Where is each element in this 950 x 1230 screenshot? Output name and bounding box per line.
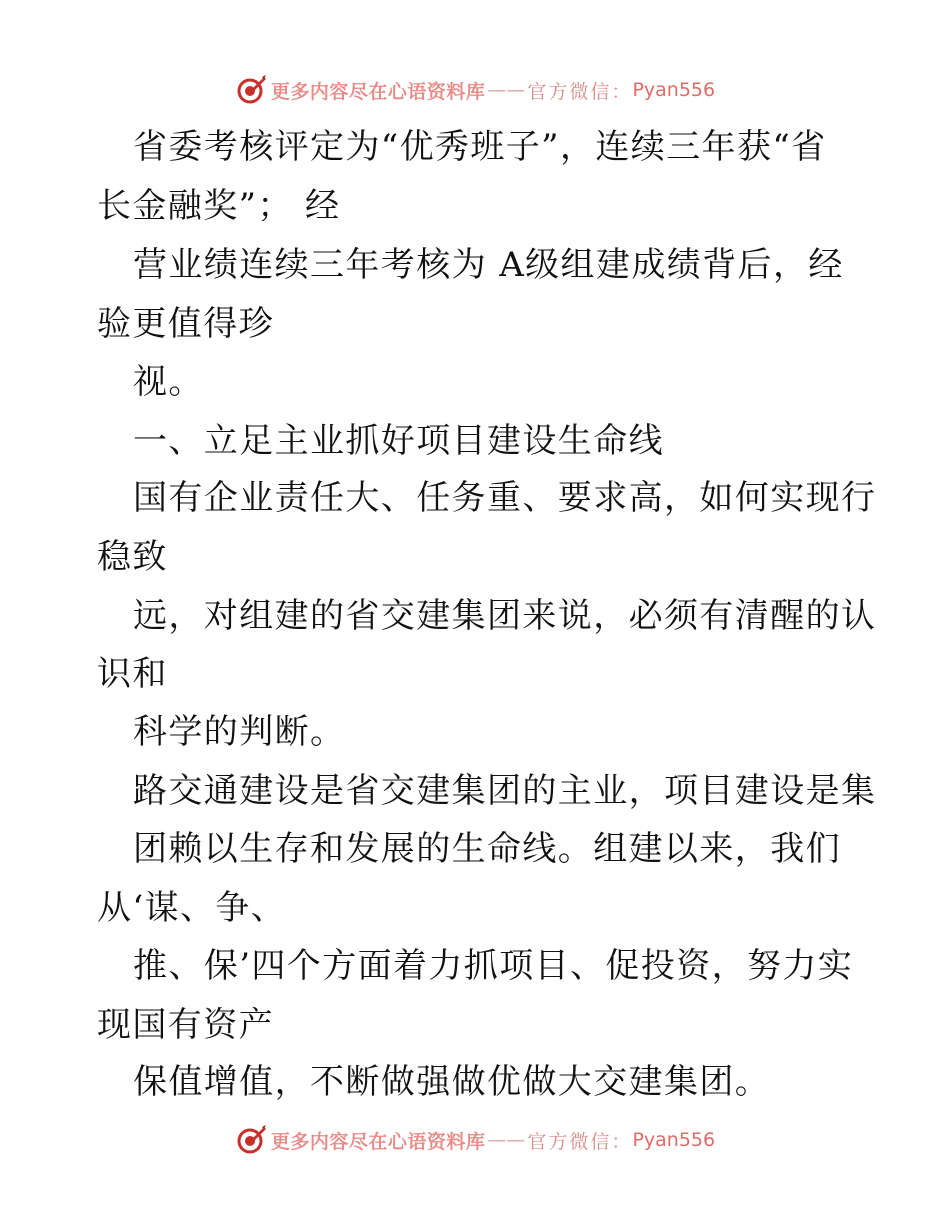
body-line: 科学的判断。	[133, 712, 346, 752]
body-line: 现国有资产	[97, 1005, 274, 1045]
banner-wechat-account: Pyan556	[632, 1129, 716, 1151]
section-heading: 一、立足主业抓好项目建设生命线	[133, 421, 664, 461]
body-line: 远，对组建的省交建集团来说，必须有清醒的认	[133, 596, 877, 636]
banner-wechat-account: Pyan556	[632, 79, 716, 101]
body-line: 推、保’四个方面着力抓项目、促投资，努力实	[133, 946, 854, 986]
banner-slogan: 更多内容尽在心语资料库	[270, 80, 486, 103]
banner-separator: ——	[487, 1129, 526, 1151]
body-line: 识和	[97, 654, 168, 694]
header-banner	[0, 70, 950, 110]
body-line: 省委考核评定为“优秀班子”，连续三年获“省	[133, 127, 827, 167]
footer-banner	[0, 1120, 950, 1160]
banner-separator: ——	[487, 79, 526, 101]
brand-logo-icon	[235, 1124, 267, 1156]
banner-wechat-label: 官方微信：	[527, 80, 633, 103]
body-line: 营业绩连续三年考核为 A级组建成绩背后，经	[133, 245, 844, 285]
body-line: 路交通建设是省交建集团的主业，项目建设是集	[133, 771, 877, 811]
body-line: 保值增值，不断做强做优做大交建集团。	[133, 1062, 771, 1102]
banner-wechat-label: 官方微信：	[527, 1130, 633, 1153]
banner-slogan: 更多内容尽在心语资料库	[270, 1130, 486, 1153]
body-line: 稳致	[97, 537, 168, 577]
body-line: 团赖以生存和发展的生命线。组建以来，我们	[133, 829, 841, 869]
brand-logo-icon	[235, 74, 267, 106]
body-line: 视。	[133, 362, 204, 402]
body-line: 从‘谋、争、	[97, 888, 287, 928]
body-line: 长金融奖”； 经	[97, 186, 341, 226]
body-line: 国有企业责任大、任务重、要求高，如何实现行	[133, 478, 877, 518]
body-line: 验更值得珍	[97, 304, 274, 344]
